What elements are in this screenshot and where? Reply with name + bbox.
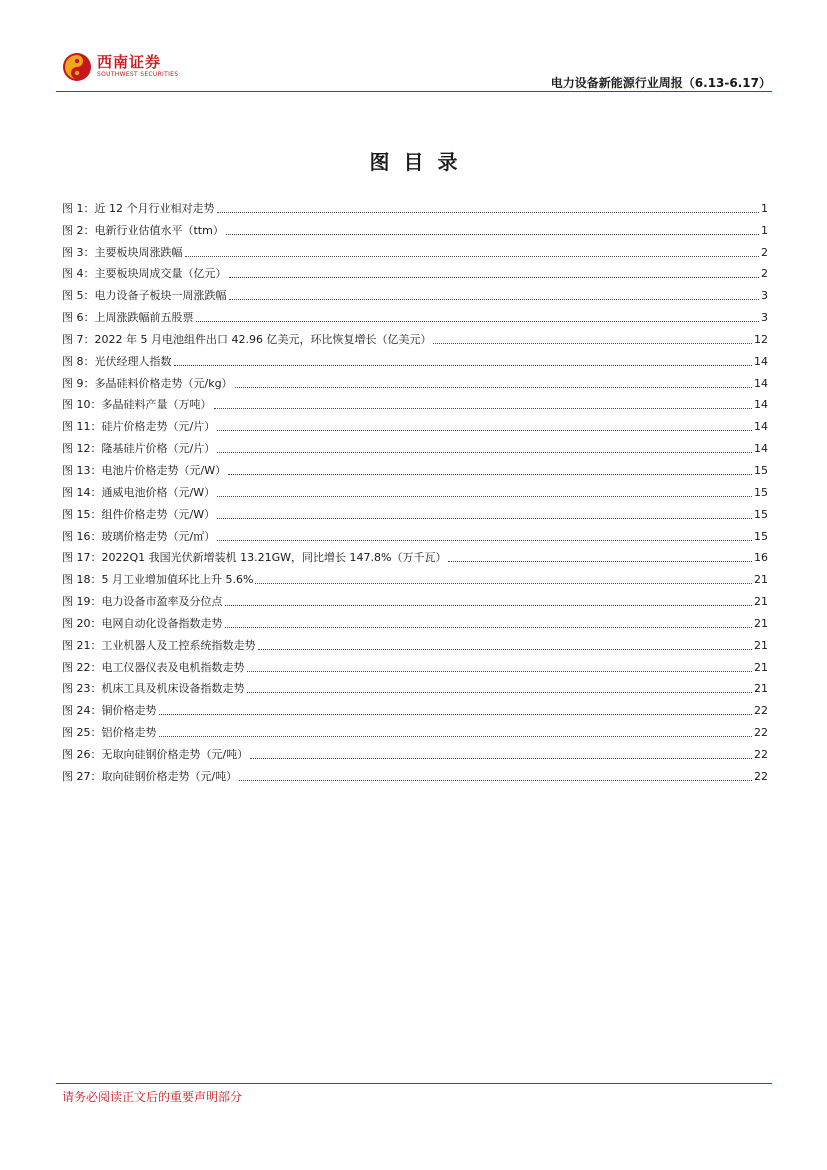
toc-entry-label: 图 13：电池片价格走势（元/W）: [62, 463, 227, 477]
toc-entry-label: 图 1：近 12 个月行业相对走势: [62, 201, 215, 215]
disclaimer-note: 请务必阅读正文后的重要声明部分: [62, 1090, 243, 1104]
toc-dot-leader: [258, 649, 753, 650]
toc-entry-page: 22: [754, 769, 768, 783]
toc-entry-page: 14: [754, 376, 768, 390]
toc-dot-leader: [217, 518, 752, 519]
toc-dot-leader: [225, 605, 753, 606]
toc-entry[interactable]: [62, 369, 768, 391]
toc-entry-label: 图 25：铝价格走势: [62, 726, 157, 740]
toc-entry-page: 15: [754, 485, 768, 499]
toc-entry-page: 21: [754, 638, 768, 652]
toc-entry[interactable]: [62, 522, 768, 544]
toc-entry-page: 21: [754, 595, 768, 609]
toc-entry-page: 21: [754, 616, 768, 630]
toc-entry-page: 14: [754, 354, 768, 368]
toc-entry-page: 22: [754, 726, 768, 740]
toc-dot-leader: [159, 736, 753, 737]
toc-dot-leader: [228, 474, 752, 475]
toc-entry-page: 14: [754, 420, 768, 434]
toc-dot-leader: [159, 714, 753, 715]
toc-entry[interactable]: [62, 434, 768, 456]
toc-dot-leader: [239, 780, 752, 781]
toc-entry-page: 2: [761, 267, 768, 281]
toc-entry[interactable]: [62, 718, 768, 740]
toc-entry-label: 图 10：多晶硅料产量（万吨）: [62, 398, 212, 412]
toc-entry[interactable]: [62, 238, 768, 260]
toc-entry-page: 15: [754, 529, 768, 543]
toc-entry[interactable]: [62, 216, 768, 238]
toc-dot-leader: [448, 561, 752, 562]
toc-entry-page: 1: [761, 223, 768, 237]
toc-entry[interactable]: [62, 194, 768, 216]
toc-entry-page: 1: [761, 201, 768, 215]
toc-entry-label: 图 16：玻璃价格走势（元/㎡）: [62, 529, 216, 543]
toc-entry[interactable]: [62, 696, 768, 718]
toc-entry-page: 22: [754, 747, 768, 761]
toc-entry-page: 15: [754, 507, 768, 521]
toc-entry[interactable]: [62, 740, 768, 762]
toc-entry-label: 图 2：电新行业估值水平（ttm）: [62, 223, 224, 237]
toc-dot-leader: [217, 496, 752, 497]
report-title: 电力设备新能源行业周报（6.13-6.17）: [550, 76, 771, 90]
toc-entry-page: 3: [761, 311, 768, 325]
toc-dot-leader: [235, 387, 752, 388]
toc-dot-leader: [185, 256, 760, 257]
toc-entry-page: 14: [754, 442, 768, 456]
logo-chinese-name: 西南证券: [97, 53, 162, 71]
toc-entry[interactable]: [62, 500, 768, 522]
toc-entry[interactable]: [62, 609, 768, 631]
toc-entry-page: 2: [761, 245, 768, 259]
toc-entry-label: 图 20：电网自动化设备指数走势: [62, 616, 223, 630]
toc-entry-label: 图 8：光伏经理人指数: [62, 354, 172, 368]
toc-dot-leader: [196, 321, 760, 322]
toc-entry-label: 图 3：主要板块周涨跌幅: [62, 245, 183, 259]
toc-entry-label: 图 18：5 月工业增加值环比上升 5.6%: [62, 573, 254, 587]
page-header: [0, 0, 827, 95]
toc-entry-page: 21: [754, 660, 768, 674]
toc-entry-label: 图 7：2022 年 5 月电池组件出口 42.96 亿美元，环比恢复增长（亿美元）: [62, 332, 432, 346]
toc-entry-label: 图 4：主要板块周成交量（亿元）: [62, 267, 227, 281]
header-divider: [56, 91, 772, 92]
toc-entry[interactable]: [62, 675, 768, 697]
toc-dot-leader: [433, 343, 752, 344]
toc-entry[interactable]: [62, 325, 768, 347]
toc-entry[interactable]: [62, 653, 768, 675]
toc-dot-leader: [229, 299, 760, 300]
toc-entry-page: 3: [761, 289, 768, 303]
toc-entry-label: 图 27：取向硅钢价格走势（元/吨）: [62, 769, 238, 783]
toc-entry[interactable]: [62, 565, 768, 587]
toc-entry-label: 图 5：电力设备子板块一周涨跌幅: [62, 289, 227, 303]
toc-heading: 图目录: [369, 150, 472, 174]
toc-entry[interactable]: [62, 347, 768, 369]
toc-entry-label: 图 19：电力设备市盈率及分位点: [62, 595, 223, 609]
toc-entry[interactable]: [62, 762, 768, 784]
toc-entry[interactable]: [62, 478, 768, 500]
toc-dot-leader: [247, 692, 753, 693]
toc-entry-label: 图 11：硅片价格走势（元/片）: [62, 420, 216, 434]
toc-dot-leader: [217, 212, 760, 213]
toc-dot-leader: [225, 627, 753, 628]
toc-entry-page: 12: [754, 332, 768, 346]
toc-entry[interactable]: [62, 303, 768, 325]
toc-entry[interactable]: [62, 260, 768, 282]
toc-entry-label: 图 12：隆基硅片价格（元/片）: [62, 442, 216, 456]
toc-dot-leader: [217, 540, 752, 541]
toc-entry-page: 16: [754, 551, 768, 565]
figure-list: [62, 194, 768, 784]
toc-entry-page: 21: [754, 682, 768, 696]
toc-entry-label: 图 14：通威电池价格（元/W）: [62, 485, 216, 499]
toc-entry-page: 21: [754, 573, 768, 587]
toc-entry-label: 图 17：2022Q1 我国光伏新增装机 13.21GW，同比增长 147.8%（万千瓦）: [62, 551, 447, 565]
toc-entry-label: 图 26：无取向硅钢价格走势（元/吨）: [62, 747, 249, 761]
logo-emblem-icon: [62, 52, 92, 82]
toc-dot-leader: [226, 234, 759, 235]
toc-entry-label: 图 9：多晶硅料价格走势（元/kg）: [62, 376, 233, 390]
footer-divider: [56, 1083, 772, 1084]
toc-dot-leader: [217, 430, 752, 431]
toc-dot-leader: [250, 758, 752, 759]
toc-entry[interactable]: [62, 587, 768, 609]
toc-entry-label: 图 15：组件价格走势（元/W）: [62, 507, 216, 521]
toc-dot-leader: [214, 408, 753, 409]
toc-entry[interactable]: [62, 631, 768, 653]
toc-entry-label: 图 24：铜价格走势: [62, 704, 157, 718]
toc-entry[interactable]: [62, 456, 768, 478]
toc-dot-leader: [255, 583, 752, 584]
toc-dot-leader: [229, 277, 760, 278]
toc-entry-label: 图 21：工业机器人及工控系统指数走势: [62, 638, 256, 652]
toc-entry-page: 22: [754, 704, 768, 718]
toc-entry-label: 图 23：机床工具及机床设备指数走势: [62, 682, 245, 696]
toc-entry-label: 图 6：上周涨跌幅前五股票: [62, 311, 194, 325]
toc-entry-page: 15: [754, 463, 768, 477]
toc-entry-page: 14: [754, 398, 768, 412]
toc-entry[interactable]: [62, 281, 768, 303]
toc-entry[interactable]: [62, 412, 768, 434]
toc-dot-leader: [247, 671, 753, 672]
toc-dot-leader: [174, 365, 753, 366]
toc-entry[interactable]: [62, 391, 768, 413]
logo-english-name: SOUTHWEST SECURITIES: [97, 71, 179, 78]
toc-entry[interactable]: [62, 544, 768, 566]
toc-dot-leader: [217, 452, 752, 453]
company-logo: [62, 50, 179, 86]
toc-entry-label: 图 22：电工仪器仪表及电机指数走势: [62, 660, 245, 674]
